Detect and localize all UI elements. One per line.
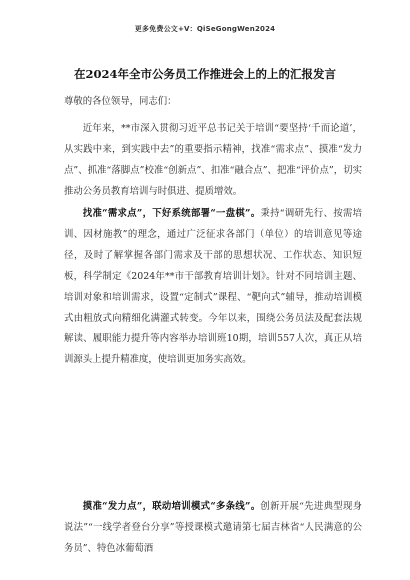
paragraph-text: 创新开展“先进典型现身说法”“一线学者登台分享”等授课模式邀请第七届吉林省“人民满意的公务员”、特色冰葡萄酒: [64, 501, 362, 554]
paragraph-force: [64, 497, 362, 560]
paragraph-body: [64, 497, 362, 560]
paragraph-text: 秉持“调研先行、按需培训、因材施教”的理念，通过广泛征求各部门（单位）的培训意见等途径，及时了解掌握各部门需求及干部的思想状况、工作状态、知识短板，科学制定《2024年**市干部教育培训计划》。针对不同培训主题、培训对象和培训需求，设置“定制式”课程、“靶向式”辅导，推动培训模式由粗放式向精细化满灌式转变。今年以来，围绕公务员法及配套法规解读、履职能力提升等内容举办培训班10期，培训557人次，真正从培训源头上提升精准度，使培训更加务实高效。: [64, 208, 362, 366]
paragraph-needs: [64, 204, 362, 371]
paragraph-body: [64, 119, 362, 203]
paragraph-body: [64, 204, 362, 371]
watermark-header: 更多免费公文+V：QiSeGongWen2024: [134, 25, 276, 33]
paragraph-text: 近年来，**市深入贯彻习近平总书记关于培训“要坚持‘千而论道’，从实践中来，到实践中去”的重要指示精神，找准“需求点”、摸准“发力点”、抓准“落脚点”校准“创新点”、扣准“融合点”、把准“评价点”，切实推动公务员教育培训与时俱进、提质增效。: [64, 123, 362, 197]
document-title: 在2024年全市公务员工作推进会上的上的汇报发言: [73, 67, 336, 81]
salutation: 尊敬的各位领导，同志们：: [64, 96, 177, 107]
paragraph-lead: 找准“需求点”，下好系统部署“一盘棋”。: [82, 208, 261, 219]
paragraph-lead: 摸准“发力点”，联动培训模式“多条线”。: [82, 501, 261, 512]
paragraph-intro: [64, 119, 362, 203]
